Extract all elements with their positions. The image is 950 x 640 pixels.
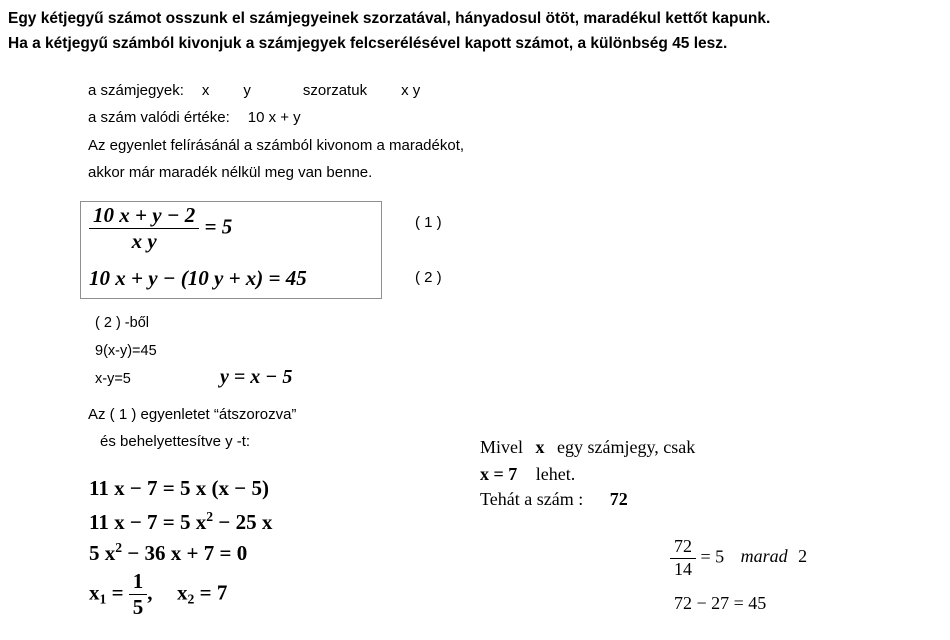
subst-line-1: Az ( 1 ) egyenletet “átszorozva” (88, 406, 297, 423)
from-2-result: y = x − 5 (220, 366, 293, 388)
check-frac-den: 14 (674, 558, 692, 579)
solve-eq-2-b: − 25 x (213, 510, 273, 534)
digit-y: y (243, 82, 251, 99)
from-2-label: ( 2 ) -ből (95, 315, 149, 331)
x1-comma: , (147, 580, 153, 605)
solve-roots (89, 570, 227, 619)
x1-fraction (129, 570, 148, 619)
solve-eq-2-a: 11 x − 7 = 5 x (89, 510, 207, 534)
solve-eq-3-a: 5 x (89, 541, 116, 565)
x1-den: 5 (132, 595, 144, 620)
solve-eq-2 (89, 510, 272, 535)
value-label: a szám valódi értéke: (88, 109, 230, 126)
solve-eq-3 (89, 541, 247, 566)
equation-1-denominator: x y (131, 229, 157, 254)
digits-row (88, 82, 420, 99)
digits-label: a számjegyek: (88, 82, 184, 99)
product-value: x y (401, 82, 421, 99)
equation-2: 10 x + y − (10 y + x) = 45 (89, 266, 307, 290)
from-2-step-2: x-y=5 (95, 371, 131, 387)
solve-eq-3-exp: 2 (115, 539, 123, 555)
solve-eq-2-exp: 2 (206, 508, 214, 524)
solve-eq-1: 11 x − 7 = 5 x (x − 5) (89, 476, 269, 500)
x1-sub: 1 (99, 591, 107, 607)
x1-label: x (89, 580, 100, 605)
check-eq: = 5 (700, 546, 725, 567)
conclusion-number: 72 (609, 489, 628, 509)
value-row (88, 109, 301, 126)
conclusion-line-1-a: Mivel (480, 437, 523, 457)
x1-eq: = (106, 580, 124, 605)
note-line-2: akkor már maradék nélkül meg van benne. (88, 164, 373, 181)
value-expr: 10 x + y (247, 109, 301, 126)
check-frac-num: 72 (670, 537, 696, 559)
problem-line-1: Egy kétjegyű számot osszunk el számjegyeinek szorzatával, hányadosul ötöt, maradékul kettőt kapunk. (8, 10, 771, 27)
equation-1-tag: ( 1 ) (415, 214, 442, 231)
x1-num: 1 (129, 570, 148, 595)
x2-sub: 2 (187, 591, 195, 607)
equation-1 (89, 204, 232, 253)
conclusion-line-1 (480, 437, 695, 458)
check-fraction (670, 537, 696, 580)
check-difference: 72 − 27 = 45 (674, 593, 767, 613)
solve-eq-3-b: − 36 x + 7 = 0 (122, 541, 248, 565)
subst-line-2: és behelyettesítve y -t: (100, 433, 251, 450)
digit-x: x (201, 82, 210, 99)
check-division (670, 537, 807, 580)
x2-eq: = 7 (194, 580, 228, 605)
check-remainder: 2 (798, 546, 808, 567)
conclusion-x: x (535, 437, 545, 457)
note-line-1: Az egyenlet felírásánál a számból kivonom a maradékot, (88, 137, 465, 154)
problem-line-2: Ha a kétjegyű számból kivonjuk a számjegyek felcserélésével kapott számot, a különbség 45 lesz. (8, 35, 728, 52)
conclusion-line-1-b: egy számjegy, csak (557, 437, 696, 457)
conclusion-line-2-b: lehet. (535, 464, 576, 484)
equation-1-numerator: 10 x + y − 2 (89, 204, 199, 229)
conclusion-line-2 (480, 464, 575, 485)
equation-1-fraction (89, 204, 199, 253)
check-marad: marad (740, 546, 788, 567)
equation-1-rhs: = 5 (204, 214, 233, 239)
conclusion-x-value: x = 7 (480, 464, 518, 484)
product-label: szorzatuk (302, 82, 368, 99)
conclusion-line-3-a: Tehát a szám : (480, 489, 584, 509)
x2-label: x (177, 580, 188, 605)
conclusion-line-3 (480, 489, 628, 510)
equation-2-tag: ( 2 ) (415, 269, 442, 286)
from-2-step-1: 9(x-y)=45 (95, 343, 157, 359)
